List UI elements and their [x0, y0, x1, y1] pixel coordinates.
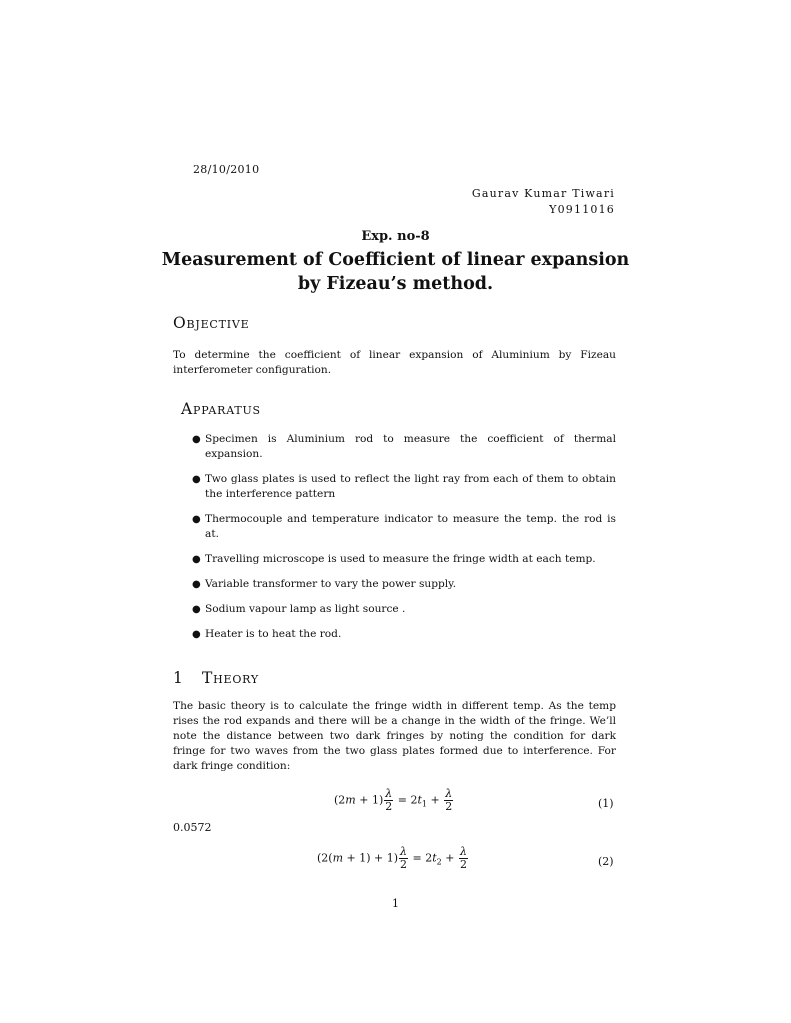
fraction: $\frac{\lambda}{2}$ [385, 787, 393, 813]
author-block [472, 186, 615, 218]
section-title: Theory [201, 669, 259, 687]
theory-heading [173, 668, 259, 687]
list-item-text: Sodium vapour lamp as light source . [205, 603, 406, 615]
section-number: 1 [173, 669, 183, 687]
equation-1: (2m + 1) $\frac{\lambda}{2}$ = $2t_1$ + $\frac{\lambda}{2}$ [334, 787, 453, 813]
list-item-text: Thermocouple and temperature indicator to measure the temp. the rod is at. [205, 513, 616, 540]
equation-1-number: (1) [598, 797, 614, 810]
equation-2: (2(m + 1) + 1) $\frac{\lambda}{2}$ = $2t_2$ + $\frac{\lambda}{2}$ [317, 845, 467, 871]
bullet-icon: ● [192, 629, 201, 640]
experiment-number: Exp. no-8 [361, 229, 430, 244]
list-item-text: Variable transformer to vary the power supply. [205, 578, 457, 590]
list-item [192, 472, 616, 502]
objective-heading: Objective [173, 314, 250, 332]
bullet-icon: ● [192, 434, 201, 445]
list-item-text: Specimen is Aluminium rod to measure the coefficient of thermal expansion. [205, 433, 616, 460]
title-line-1: Measurement of Coefficient of linear expansion [161, 250, 630, 270]
page-number: 1 [392, 897, 399, 910]
list-item [192, 512, 616, 542]
equation-2-number: (2) [598, 855, 614, 868]
list-item [192, 552, 616, 567]
bullet-icon: ● [192, 554, 201, 565]
fraction: $\frac{\lambda}{2}$ [459, 845, 467, 871]
list-item [192, 577, 616, 592]
list-item [192, 432, 616, 462]
bullet-icon: ● [192, 514, 201, 525]
author-name: Gaurav Kumar Tiwari [471, 187, 615, 200]
list-item [192, 602, 616, 617]
document-title [0, 248, 791, 296]
bullet-icon: ● [192, 474, 201, 485]
document-date: 28/10/2010 [193, 163, 260, 176]
bullet-icon: ● [192, 579, 201, 590]
author-id: Y0911016 [549, 203, 615, 216]
bullet-icon: ● [192, 604, 201, 615]
apparatus-heading: Apparatus [181, 400, 261, 418]
list-item-text: Travelling microscope is used to measure the fringe width at each temp. [205, 553, 596, 565]
list-item [192, 627, 616, 642]
stray-value: 0.0572 [173, 821, 212, 834]
apparatus-list [192, 432, 616, 652]
fraction: $\frac{\lambda}{2}$ [400, 845, 408, 871]
theory-text: The basic theory is to calculate the fringe width in different temp. As the temp rises the rod expands and there will be a change in the width of the fringe. We’ll note the distance between two dark fringes by noting the condition for dark fringe for two waves from the two glass plates formed due to interference. For dark fringe condition: [173, 700, 616, 772]
objective-text: To determine the coefficient of linear expansion of Aluminium by Fizeau interferometer configuration. [173, 349, 616, 376]
list-item-text: Heater is to heat the rod. [205, 628, 342, 640]
title-line-2: by Fizeau’s method. [297, 274, 494, 294]
fraction: $\frac{\lambda}{2}$ [445, 787, 453, 813]
list-item-text: Two glass plates is used to reflect the light ray from each of them to obtain the interference pattern [205, 473, 616, 500]
